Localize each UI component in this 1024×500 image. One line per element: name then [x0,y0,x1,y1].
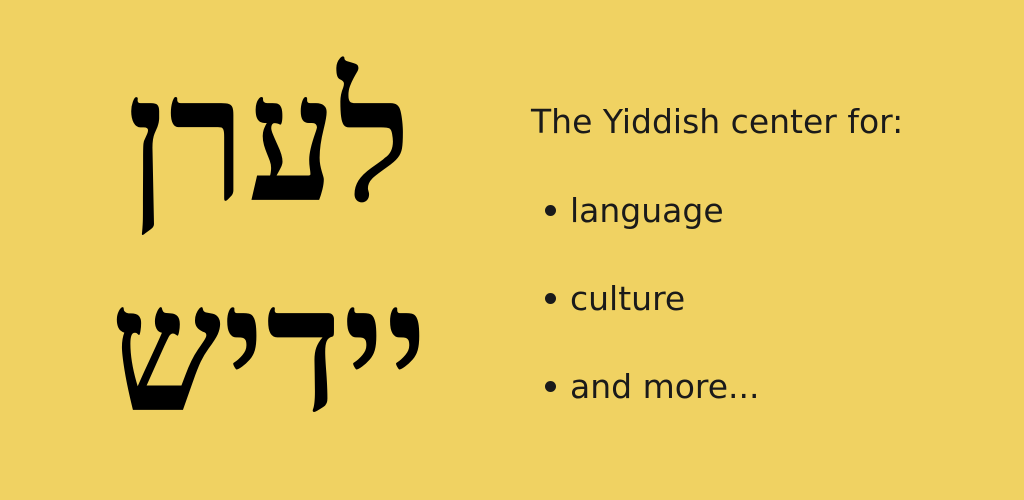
bullet-dot-icon [545,293,556,304]
list-item-label: culture [570,278,686,318]
hebrew-title-line-2: יידיש [110,246,430,452]
bullet-dot-icon [545,205,556,216]
list-item [531,188,991,232]
list-item [531,364,991,408]
info-heading: The Yiddish center for: [531,102,904,141]
list-item-label: and more... [570,366,760,406]
info-panel [531,100,991,452]
hebrew-title-line-1: לערן [127,36,413,242]
list-item [531,276,991,320]
bullet-dot-icon [545,381,556,392]
bullet-list [531,188,991,408]
list-item-label: language [570,190,724,230]
